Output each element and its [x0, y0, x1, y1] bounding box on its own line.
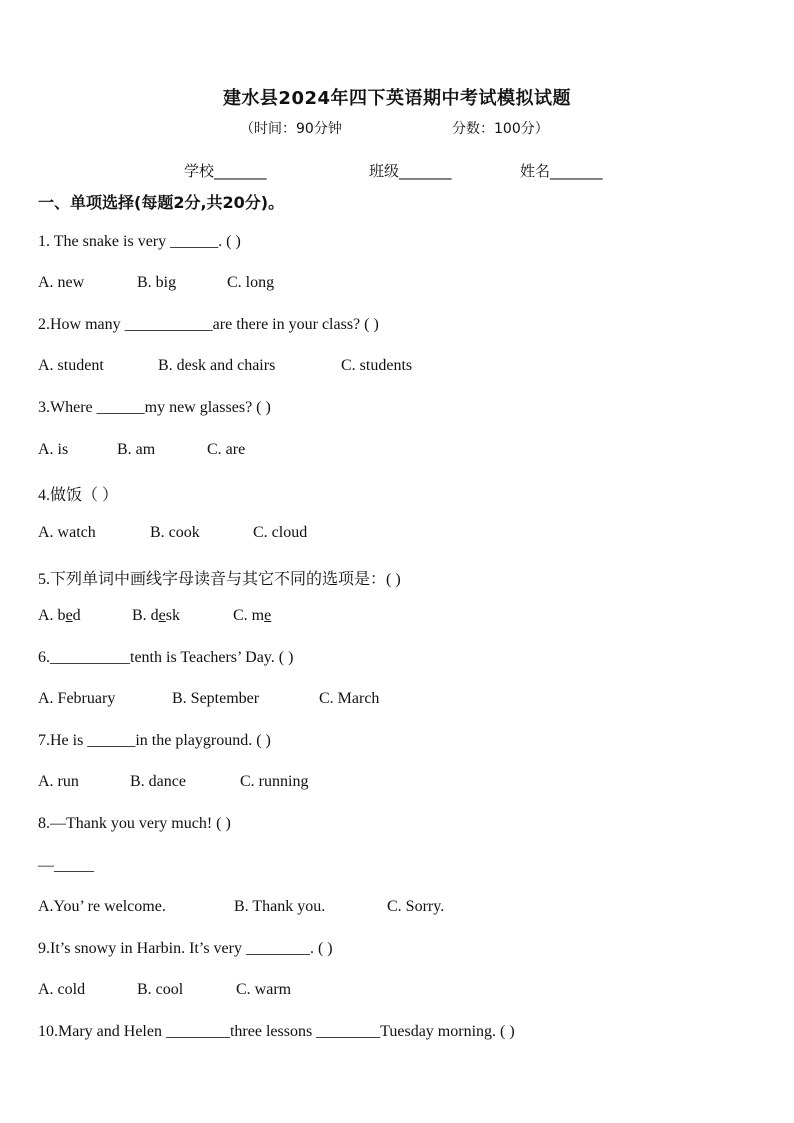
question-2-option-c: C. students [341, 357, 413, 374]
question-7-option-b: B. dance [130, 773, 186, 790]
question-8-option-c: C. Sorry. [387, 898, 445, 915]
question-7-stem: 7.He is ______in the playground. ( ) [38, 732, 271, 749]
question-9-option-c: C. warm [236, 981, 292, 998]
question-8-stem: 8.—Thank you very much! ( ) [38, 815, 231, 832]
question-3-option-b: B. am [117, 441, 156, 458]
question-2-stem: 2.How many ___________are there in your class? ( ) [38, 316, 379, 333]
time-info: （时间：90分钟 [240, 121, 342, 137]
question-8-option-a: A.You’ re welcome. [38, 898, 166, 915]
question-6-stem: 6.__________tenth is Teachers’ Day. ( ) [38, 649, 294, 666]
question-3-option-c: C. are [207, 441, 246, 458]
question-6-option-c: C. March [319, 690, 380, 707]
question-5-stem: 5.下列单词中画线字母读音与其它不同的选项是：( ) [38, 571, 401, 588]
question-2-option-a: A. student [38, 357, 104, 374]
name-field: 姓名_______ [520, 162, 603, 180]
question-3-option-a: A. is [38, 441, 69, 458]
question-5-option-a: A. bed [38, 607, 81, 624]
question-10-stem: 10.Mary and Helen ________three lessons ________Tuesday morning. ( ) [38, 1023, 515, 1040]
question-9-stem: 9.It’s snowy in Harbin. It’s very ________. ( ) [38, 940, 333, 957]
question-1-option-b: B. big [137, 274, 177, 291]
class-field: 班级_______ [369, 162, 452, 180]
question-9-option-b: B. cool [137, 981, 184, 998]
question-7-option-c: C. running [240, 773, 309, 790]
question-1-option-c: C. long [227, 274, 275, 291]
question-7-option-a: A. run [38, 773, 79, 790]
question-8-option-b: B. Thank you. [234, 898, 326, 915]
question-4-stem: 4.做饭（ ） [38, 487, 119, 504]
question-4-option-a: A. watch [38, 524, 96, 541]
question-4-option-b: B. cook [150, 524, 200, 541]
school-field: 学校_______ [184, 162, 267, 180]
question-4-option-c: C. cloud [253, 524, 308, 541]
question-1-stem: 1. The snake is very ______. ( ) [38, 233, 241, 250]
question-6-option-a: A. February [38, 690, 116, 707]
question-1-option-a: A. new [38, 274, 85, 291]
question-2-option-b: B. desk and chairs [158, 357, 276, 374]
question-5-option-c: C. me [233, 607, 272, 624]
score-info: 分数：100分） [452, 121, 549, 137]
page-title: 建水县2024年四下英语期中考试模拟试题 [222, 88, 572, 109]
question-8-answer-line: —_____ [38, 857, 94, 874]
question-3-stem: 3.Where ______my new glasses? ( ) [38, 399, 271, 416]
section-title: 一、单项选择(每题2分,共20分)。 [38, 193, 285, 212]
question-9-option-a: A. cold [38, 981, 86, 998]
question-5-option-b: B. desk [132, 607, 181, 624]
question-6-option-b: B. September [172, 690, 260, 707]
